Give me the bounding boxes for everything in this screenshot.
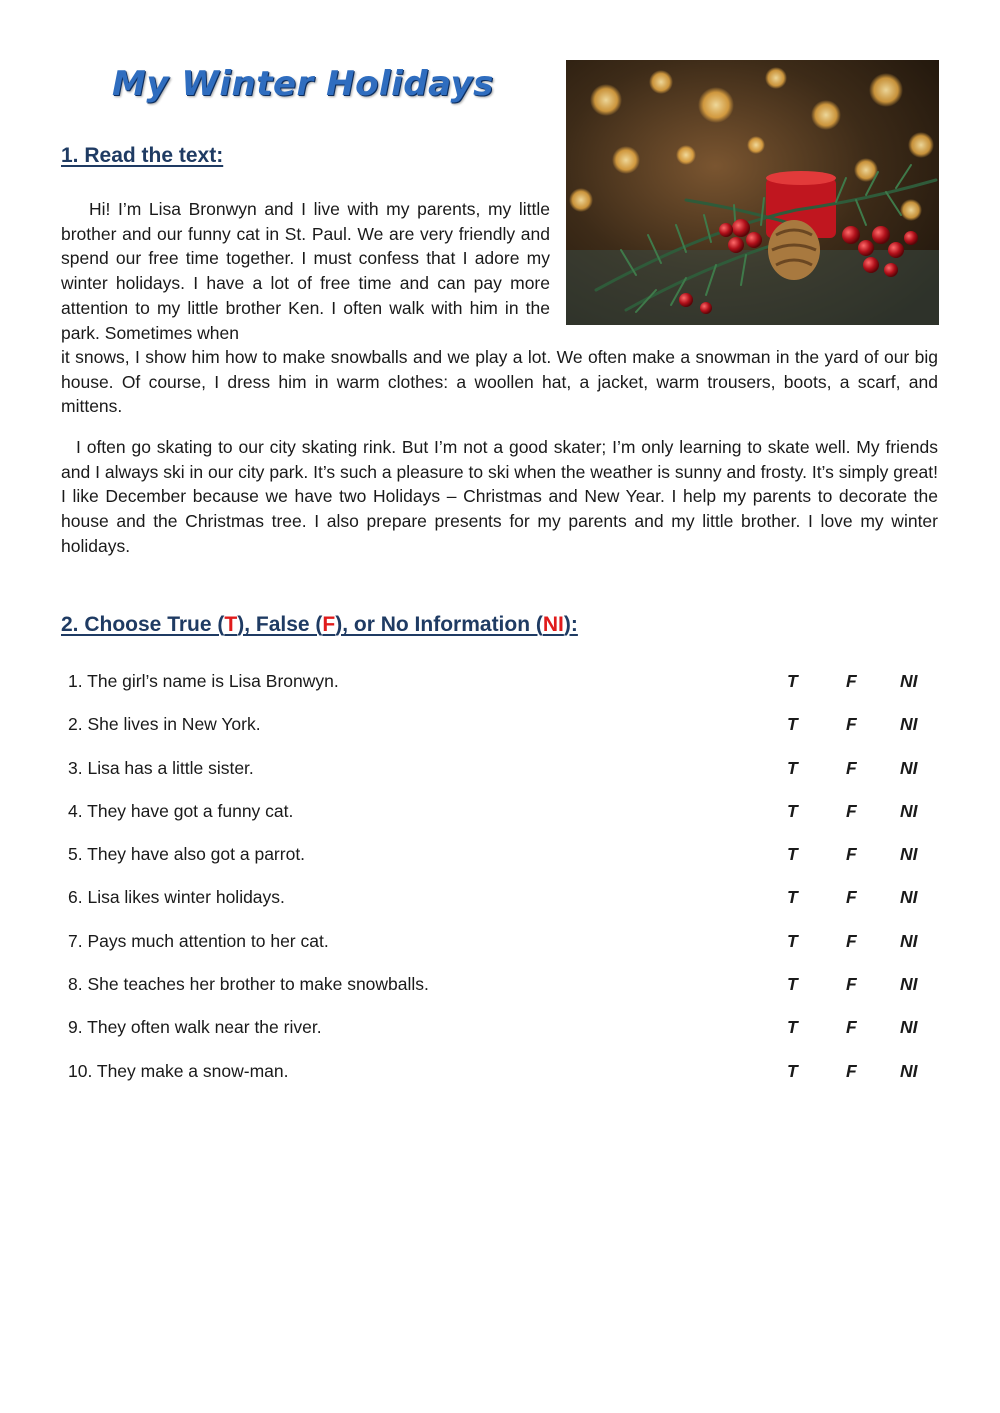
heading-text: ): — [563, 613, 578, 636]
option-true[interactable]: T — [787, 974, 798, 995]
reading-paragraph-1-bottom: it snows, I show him how to make snowballs and we play a lot. We often make a snowman in the yard of our big house. Of course, I dress him in warm clothes: a woollen hat, a jacket, warm trousers, boots, a scarf, and mittens. — [61, 347, 938, 417]
true-false-question-list — [68, 665, 928, 1098]
option-true[interactable]: T — [787, 1017, 798, 1038]
option-no-information[interactable]: NI — [900, 887, 918, 908]
option-no-information[interactable]: NI — [900, 800, 918, 821]
reading-paragraph-2: I often go skating to our city skating rink. But I’m not a good skater; I’m only learning to skate well. My friends and I always ski in our city park. It’s such a pleasure to ski when the weather is sunny and frosty. It’s simply great! I like December because we have two Holidays – Christmas and New Year. I help my parents to decorate the house and the Christmas tree. I also prepare presents for my parents and my little brother. I love my winter holidays. — [61, 437, 938, 556]
heading-text: 2. Choose True ( — [61, 613, 225, 636]
question-text: 9. They often walk near the river. — [68, 1017, 322, 1038]
option-true[interactable]: T — [787, 887, 798, 908]
question-text: 10. They make a snow-man. — [68, 1060, 289, 1081]
option-true[interactable]: T — [787, 800, 798, 821]
option-no-information[interactable]: NI — [900, 757, 918, 778]
heading-text: ), False ( — [237, 613, 323, 636]
option-no-information[interactable]: NI — [900, 671, 918, 691]
question-row — [68, 752, 928, 795]
christmas-decoration-photo — [566, 60, 939, 325]
question-text: 8. She teaches her brother to make snowballs. — [68, 974, 429, 995]
option-false[interactable]: F — [846, 800, 857, 821]
no-information-abbr: NI — [542, 613, 564, 636]
question-text: 4. They have got a funny cat. — [68, 800, 294, 821]
question-text: 7. Pays much attention to her cat. — [68, 930, 329, 951]
option-false[interactable]: F — [846, 930, 857, 951]
option-no-information[interactable]: NI — [900, 844, 918, 865]
question-row — [68, 925, 928, 968]
question-row — [68, 665, 928, 708]
option-false[interactable]: F — [846, 887, 857, 908]
option-true[interactable]: T — [787, 930, 798, 951]
option-false[interactable]: F — [846, 671, 857, 691]
question-row — [68, 881, 928, 924]
question-text: 6. Lisa likes winter holidays. — [68, 887, 285, 908]
option-false[interactable]: F — [846, 714, 857, 735]
option-true[interactable]: T — [787, 844, 798, 865]
question-row — [68, 968, 928, 1011]
question-row — [68, 1055, 928, 1098]
section-heading-choose — [61, 613, 578, 637]
question-row — [68, 795, 928, 838]
option-no-information[interactable]: NI — [900, 974, 918, 995]
option-false[interactable]: F — [846, 1060, 857, 1081]
option-true[interactable]: T — [787, 757, 798, 778]
question-text: 3. Lisa has a little sister. — [68, 757, 254, 778]
option-true[interactable]: T — [787, 1060, 798, 1081]
option-false[interactable]: F — [846, 1017, 857, 1038]
page-title: My Winter Holidays — [112, 64, 494, 104]
option-no-information[interactable]: NI — [900, 1060, 918, 1081]
question-text: 1. The girl’s name is Lisa Bronwyn. — [68, 671, 339, 691]
true-abbr: T — [224, 613, 238, 636]
section-heading-read: 1. Read the text: — [61, 144, 224, 167]
question-text: 5. They have also got a parrot. — [68, 844, 306, 865]
christmas-decoration-illustration — [566, 60, 939, 325]
option-false[interactable]: F — [846, 757, 857, 778]
option-no-information[interactable]: NI — [900, 1017, 918, 1038]
option-true[interactable]: T — [787, 714, 798, 735]
option-false[interactable]: F — [846, 974, 857, 995]
question-row — [68, 708, 928, 751]
false-abbr: F — [322, 613, 336, 636]
question-row — [68, 838, 928, 881]
question-text: 2. She lives in New York. — [68, 714, 261, 735]
question-row — [68, 1011, 928, 1054]
option-no-information[interactable]: NI — [900, 930, 918, 951]
reading-paragraph-1-top: Hi! I’m Lisa Bronwyn and I live with my parents, my little brother and our funny cat in St. Paul. We are very friendly and spend our free time together. I must confess that I adore my winter holidays. I have a lot of free time and can pay more attention to my little brother Ken. I often walk with him in the park. Sometimes when — [61, 199, 550, 343]
option-no-information[interactable]: NI — [900, 714, 918, 735]
option-true[interactable]: T — [787, 671, 798, 691]
option-false[interactable]: F — [846, 844, 857, 865]
heading-text: ), or No Information ( — [335, 613, 543, 636]
